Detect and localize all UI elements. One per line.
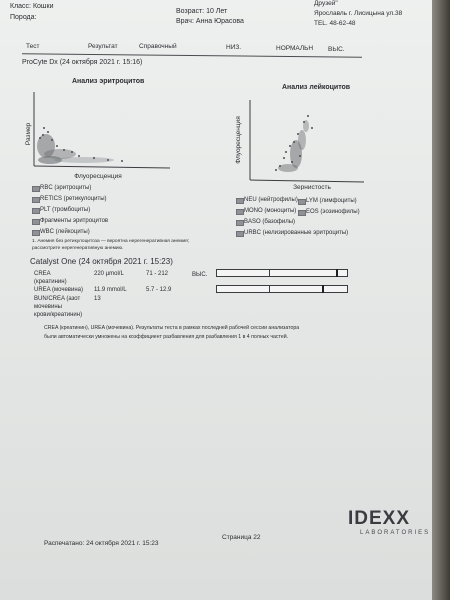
crea-result: 220 µmol/L [94,271,124,277]
col-reference: Справочный [139,43,177,50]
crea-name-ru: (креатинин) [34,279,67,285]
legend-swatch [32,208,40,214]
footnote-line-2: рассмотрите нерегенеративную анемию. [32,246,124,251]
notes-line-2: были автоматически умножены на коэффициент разбавления для разбавления 1 в 4 полных частей. [44,334,289,340]
col-high: ВЫС. [328,46,345,53]
legend-item-neu: NEU (нейтрофилы) [244,197,298,203]
idexx-logo-subtitle: LABORATORIES [360,530,431,536]
page-number: Страница 22 [222,534,261,541]
legend-swatch [236,209,244,215]
bun-crea-name-2: мочевины [34,304,62,310]
rbc-y-axis-label: Размер [25,122,32,146]
legend-swatch [32,197,40,203]
legend-item-mono: MONO (моноциты) [244,208,297,214]
gauge-normal-segment [269,286,346,292]
rbc-chart-title: Анализ эритроцитов [72,78,145,85]
bun-crea-result: 13 [94,296,101,302]
legend-swatch [32,186,40,192]
legend-swatch [298,199,306,205]
clinic-phone: TEL. 48-62-48 [314,20,356,27]
legend-swatch [32,230,40,236]
clinic-address: Ярославль г. Лисицына ул.38 [314,10,403,17]
clinic-name: Друзей" [314,0,338,7]
bun-crea-name: BUN/CREA (азот [34,296,81,302]
legend-item-retics: RETICS (ретикулоциты) [40,196,107,202]
wbc-x-axis-label: Зернистость [293,184,331,190]
col-result: Результат [88,43,118,50]
legend-item-urbc: URBC (нелизированные эритроциты) [244,230,349,236]
urea-gauge [216,285,348,293]
legend-item-plt: PLT (тромбоциты) [40,207,91,213]
urea-name: UREA (мочевина) [34,287,83,293]
printed-date: Распечатано: 24 октября 2021 г. 15:23 [44,540,159,547]
bun-crea-name-3: крови/креатинин) [34,312,83,318]
urea-range: 5.7 - 12.9 [146,287,172,293]
col-test: Тест [26,43,40,50]
doctor-label: Врач: Анна Юрасова [176,18,244,25]
legend-item-fragments: Фрагменты эритроцитов [40,218,109,224]
crea-range: 71 - 212 [146,271,169,277]
legend-swatch [236,220,244,226]
crea-name: CREA [34,271,51,277]
legend-item-rbc: RBC (эритроциты) [40,185,92,191]
legend-swatch [298,210,306,216]
wbc-scatter-plot [228,96,378,190]
wbc-y-axis-label: Флуоресценция [235,116,242,164]
col-normal: НОРМАЛЬН [276,45,314,52]
rbc-x-axis-label: Флуоресценция [74,173,122,180]
legend-swatch [32,219,40,225]
header-divider [22,53,362,58]
rbc-scatter-plot [24,88,174,180]
crea-gauge-marker [336,269,338,277]
urea-gauge-marker [322,285,324,293]
legend-item-eos: EOS (эозинофилы) [306,209,360,215]
catalyst-title: Catalyst One (24 октября 2021 г. 15:23) [30,257,173,266]
legend-swatch [236,231,244,237]
breed-label: Порода: [10,14,37,21]
legend-item-lym: LYM (лимфоциты) [306,198,357,204]
legend-item-baso: BASO (базофилы) [244,219,296,225]
photo-background-edge [432,0,450,600]
urea-result: 11.9 mmol/L [94,287,127,293]
age-label: Возраст: 10 Лет [176,8,228,15]
col-low: НИЗ. [226,44,242,51]
procyte-title: ProCyte Dx (24 октября 2021 г. 15:16) [22,59,143,66]
crea-gauge [216,269,348,277]
legend-swatch [236,198,244,204]
legend-item-wbc: WBC (лейкоциты) [40,229,90,235]
wbc-chart-title: Анализ лейкоцитов [282,84,351,91]
crea-flag: ВЫС. [192,272,208,278]
class-label: Класс: Кошки [10,3,54,10]
gauge-normal-segment [269,270,346,276]
notes-line-1: CREA (креатинин), UREA (мочевина). Результаты теста в рамках последней рабочей сессии анализатора [44,325,300,331]
idexx-logo: IDEXX [348,508,411,529]
footnote-line-1: 1. Анемия без ретикулоцитоза — вероятна нерегенеративная анемия; [32,239,190,244]
